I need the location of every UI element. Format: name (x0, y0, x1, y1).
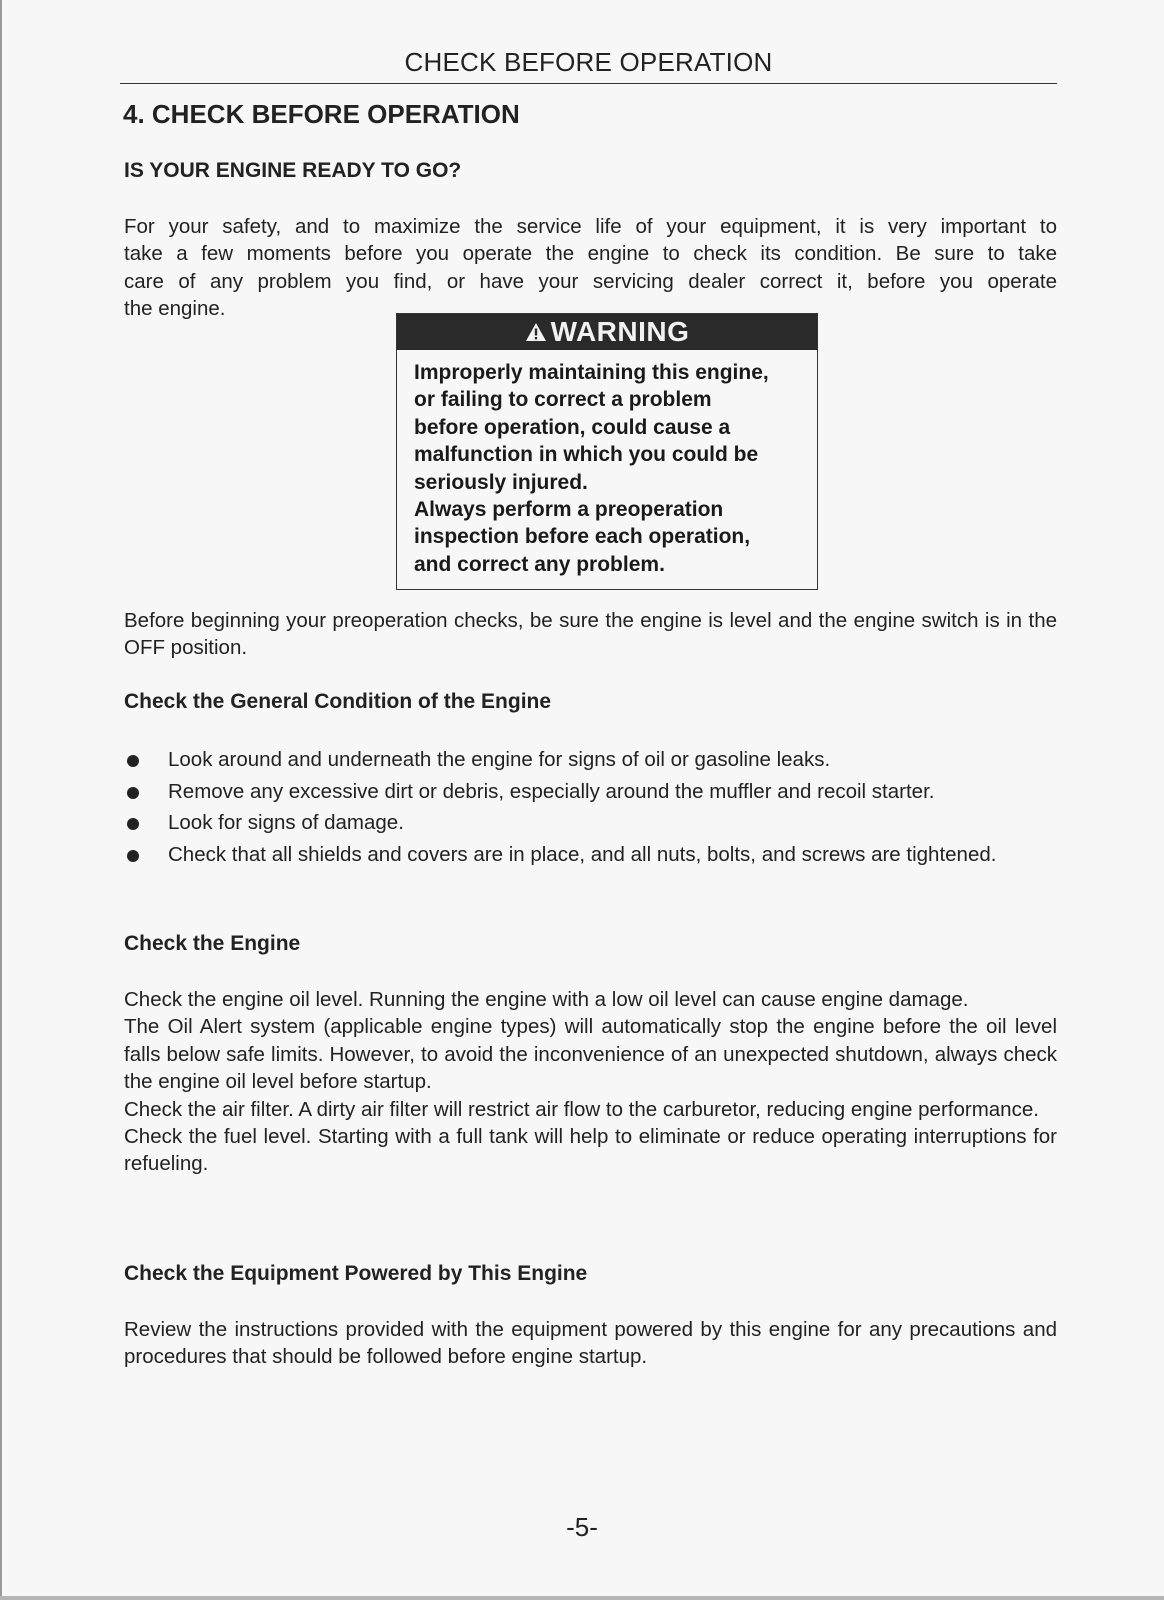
engine-paragraph: Check the fuel level. Starting with a full tank will help to eliminate or reduce operating interruptions for refueling. (124, 1125, 1057, 1176)
preoperation-paragraph: Before beginning your preoperation checks, be sure the engine is level and the engine switch is in the OFF position. (124, 609, 1057, 660)
equipment-heading: Check the Equipment Powered by This Engine (124, 1262, 588, 1285)
list-item (124, 744, 1057, 776)
bullet-icon (127, 850, 139, 862)
warning-header (397, 314, 817, 350)
engine-heading: Check the Engine (124, 932, 301, 955)
warning-box (396, 313, 818, 590)
general-condition-list (124, 744, 1057, 870)
warning-label: WARNING (550, 316, 690, 347)
intro-line: care of any problem you find, or have your servicing dealer correct it, before you operate (124, 269, 1057, 293)
page-number: -5- (566, 1512, 598, 1542)
equipment-paragraph: Review the instructions provided with the equipment powered by this engine for any precautions and procedures that should be followed before engine startup. (124, 1318, 1057, 1369)
list-item-text: Look around and underneath the engine for signs of oil or gasoline leaks. (168, 748, 831, 771)
warning-line: and correct any problem. (414, 552, 665, 576)
list-item-text: Check that all shields and covers are in place, and all nuts, bolts, and screws are tightened. (168, 842, 997, 866)
list-item-text: Remove any excessive dirt or debris, especially around the muffler and recoil starter. (168, 779, 935, 803)
general-condition-heading: Check the General Condition of the Engine (124, 690, 552, 713)
list-item (124, 839, 1057, 871)
warning-triangle-icon (525, 322, 547, 342)
engine-paragraph: The Oil Alert system (applicable engine types) will automatically stop the engine before the oil level falls below safe limits. However, to avoid the inconvenience of an unexpected shutdown, always check the engine oil level before startup. (124, 1015, 1057, 1094)
bullet-icon (127, 755, 139, 767)
intro-line: For your safety, and to maximize the service life of your equipment, it is very important to (124, 215, 1057, 238)
bullet-icon (127, 787, 139, 799)
page-bottom-edge (0, 1596, 1164, 1600)
warning-line: seriously injured. (414, 470, 588, 494)
warning-line: before operation, could cause a (414, 415, 731, 439)
warning-line: inspection before each operation, (414, 525, 751, 549)
intro-paragraph (124, 213, 1057, 323)
intro-line: take a few moments before you operate the engine to check its condition. Be sure to take (124, 242, 1057, 266)
warning-line: Always perform a preoperation (414, 498, 724, 522)
warning-line: or failing to correct a problem (414, 388, 712, 412)
warning-text (414, 359, 816, 578)
section-title: 4. CHECK BEFORE OPERATION (123, 99, 520, 129)
intro-line: the engine. (124, 297, 226, 321)
warning-line: malfunction in which you could be (414, 443, 759, 467)
engine-paragraph: Check the engine oil level. Running the engine with a low oil level can cause engine damage. (124, 988, 969, 1011)
engine-paragraphs (124, 986, 1057, 1178)
running-header: CHECK BEFORE OPERATION (404, 47, 773, 77)
section-subtitle: IS YOUR ENGINE READY TO GO? (124, 159, 462, 182)
list-item (124, 776, 1057, 808)
list-item (124, 807, 1057, 839)
list-item-text: Look for signs of damage. (168, 811, 404, 834)
warning-line: Improperly maintaining this engine, (414, 361, 769, 384)
engine-paragraph: Check the air filter. A dirty air filter will restrict air flow to the carburetor, reducing engine performance. (124, 1097, 1039, 1121)
header-rule (120, 83, 1057, 84)
bullet-icon (127, 818, 139, 830)
page-left-edge (0, 0, 2, 1600)
